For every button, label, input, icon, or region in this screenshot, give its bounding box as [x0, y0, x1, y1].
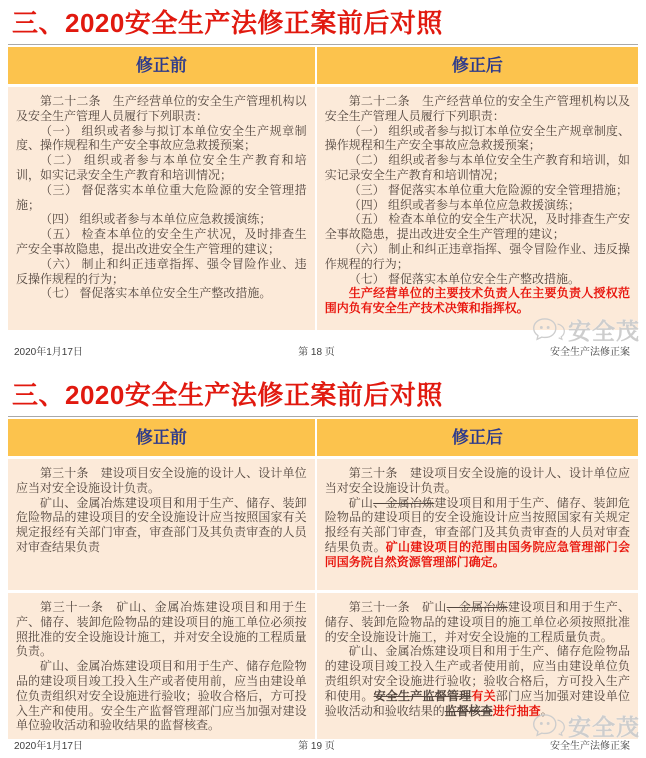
- slide-title: 三、2020安全生产法修正案前后对照: [12, 380, 443, 410]
- title-divider-line: [8, 416, 638, 417]
- paragraph: 第二十二条 生产经营单位的安全生产管理机构以及安全生产管理人员履行下列职责：: [16, 94, 307, 123]
- cell-before-article-22: [8, 87, 317, 330]
- paragraph: 矿山、金属冶炼建设项目和用于生产、储存、装卸危险物品的建设项目的安全设施设计应当按照国家有关规定报经有关部门审查，审查部门及其负责审查的人员对审查结果负责。矿山建设项目的范围由国务院应急管理部门会同国务院自然资源管理部门确定。: [324, 495, 630, 569]
- paragraph: （七） 督促落实本单位安全生产整改措施。: [348, 271, 581, 286]
- paragraph: （三） 督促落实本单位重大危险源的安全管理措施；: [16, 182, 307, 212]
- table-header-row: [8, 47, 638, 84]
- paragraph: 第三十一条 矿山、金属冶炼建设项目和用于生产、储存、装卸危险物品的建设项目的施工单位必须按照批准的安全设施设计施工，并对安全设施的工程质量负责。: [324, 600, 630, 644]
- watermark-brand: 安全茂: [568, 318, 640, 344]
- table-row: [8, 593, 638, 739]
- paragraph: （六） 制止和纠正违章指挥、强令冒险作业、违反操作规程的行为；: [324, 241, 630, 271]
- column-header-before: 修正前: [8, 419, 317, 456]
- paragraph: （一） 组织或者参与拟订本单位安全生产规章制度、操作规程和生产安全事故应急救援预案；: [324, 123, 630, 153]
- paragraph: 矿山、金属冶炼建设项目和用于生产、储存危险物品的建设项目竣工投入生产或者使用前，应当由建设单位负责组织对安全设施进行验收；验收合格后，方可投入生产和使用。安全生产监督管理有关部门应当加强对建设单位验收活动和验收结果的监督核查进行抽查。: [324, 644, 630, 718]
- paragraph: 第二十二条 生产经营单位的安全生产管理机构以及安全生产管理人员履行下列职责：: [324, 94, 630, 123]
- paragraph: （五） 检查本单位的安全生产状况，及时排查生产安全事故隐患，提出改进安全生产管理的建议；: [324, 212, 630, 242]
- cell-after-article-31: [317, 593, 638, 739]
- paragraph: （七） 督促落实本单位安全生产整改措施。: [40, 286, 272, 301]
- cell-before-article-30: [8, 459, 317, 590]
- paragraph: （六） 制止和纠正违章指挥、强令冒险作业、违反操作规程的行为；: [16, 256, 307, 286]
- slide-footer: [0, 737, 646, 752]
- paragraph: 矿山、金属冶炼建设项目和用于生产、储存、装卸危险物品的建设项目的安全设施设计应当按照国家有关规定报经有关部门审查，审查部门及其负责审查的人员对审查结果负责: [16, 495, 307, 554]
- column-header-after: 修正后: [317, 419, 638, 456]
- paragraph: 生产经营单位的主要技术负责人在主要负责人授权范围内负有安全生产技术决策和指挥权。: [324, 286, 630, 316]
- comparison-table: [8, 47, 638, 330]
- cell-before-article-31: [8, 593, 317, 739]
- table-row: [8, 87, 638, 330]
- paragraph: 第三十一条 矿山、金属冶炼建设项目和用于生产、储存、装卸危险物品的建设项目的施工单位必须按照批准的安全设施设计施工，并对安全设施的工程质量负责。: [16, 600, 307, 659]
- slide-footer: [0, 343, 646, 358]
- paragraph: （五） 检查本单位的安全生产状况，及时排查生产安全事故隐患，提出改进安全生产管理的建议；: [16, 227, 307, 256]
- footer-page-number: 第 18 页: [298, 347, 335, 358]
- paragraph: （四） 组织或者参与本单位应急救援演练；: [348, 197, 581, 212]
- footer-doc-title: 安全生产法修正案: [550, 347, 630, 358]
- paragraph: （二） 组织或者参与本单位安全生产教育和培训，如实记录安全生产教育和培训情况；: [324, 153, 630, 182]
- cell-after-article-30: [317, 459, 638, 590]
- paragraph: （二） 组织或者参与本单位安全生产教育和培训，如实记录安全生产教育和培训情况；: [16, 153, 307, 182]
- column-header-before: 修正前: [8, 47, 317, 84]
- footer-page-number: 第 19 页: [298, 741, 335, 752]
- slide-title: 三、2020安全生产法修正案前后对照: [12, 8, 443, 38]
- paragraph: 第三十条 建设项目安全设施的设计人、设计单位应当对安全设施设计负责。: [324, 466, 630, 495]
- paragraph: （一） 组织或者参与拟订本单位安全生产规章制度、操作规程和生产安全事故应急救援预案；: [16, 123, 307, 153]
- footer-date: 2020年1月17日: [14, 347, 83, 358]
- title-divider-line: [8, 44, 638, 45]
- slide-page-18: [0, 0, 646, 372]
- footer-doc-title: 安全生产法修正案: [550, 741, 630, 752]
- paragraph: 第三十条 建设项目安全设施的设计人、设计单位应当对安全设施设计负责。: [16, 466, 307, 495]
- cell-after-article-22: [317, 87, 638, 330]
- comparison-table: [8, 419, 638, 739]
- slide-page-19: [0, 372, 646, 758]
- table-header-row: [8, 419, 638, 456]
- paragraph: 矿山、金属冶炼建设项目和用于生产、储存危险物品的建设项目竣工投入生产或者使用前，应当由建设单位负责组织对安全设施进行验收；验收合格后，方可投入生产和使用。安全生产监督管理部门应当加强对建设单位验收活动和验收结果的监督核查。: [16, 659, 307, 733]
- paragraph: （四） 组织或者参与本单位应急救援演练；: [40, 212, 272, 227]
- watermark-brand: 安全茂: [568, 714, 640, 740]
- footer-date: 2020年1月17日: [14, 741, 83, 752]
- table-row: [8, 459, 638, 590]
- paragraph: （三） 督促落实本单位重大危险源的安全管理措施；: [348, 182, 629, 197]
- column-header-after: 修正后: [317, 47, 638, 84]
